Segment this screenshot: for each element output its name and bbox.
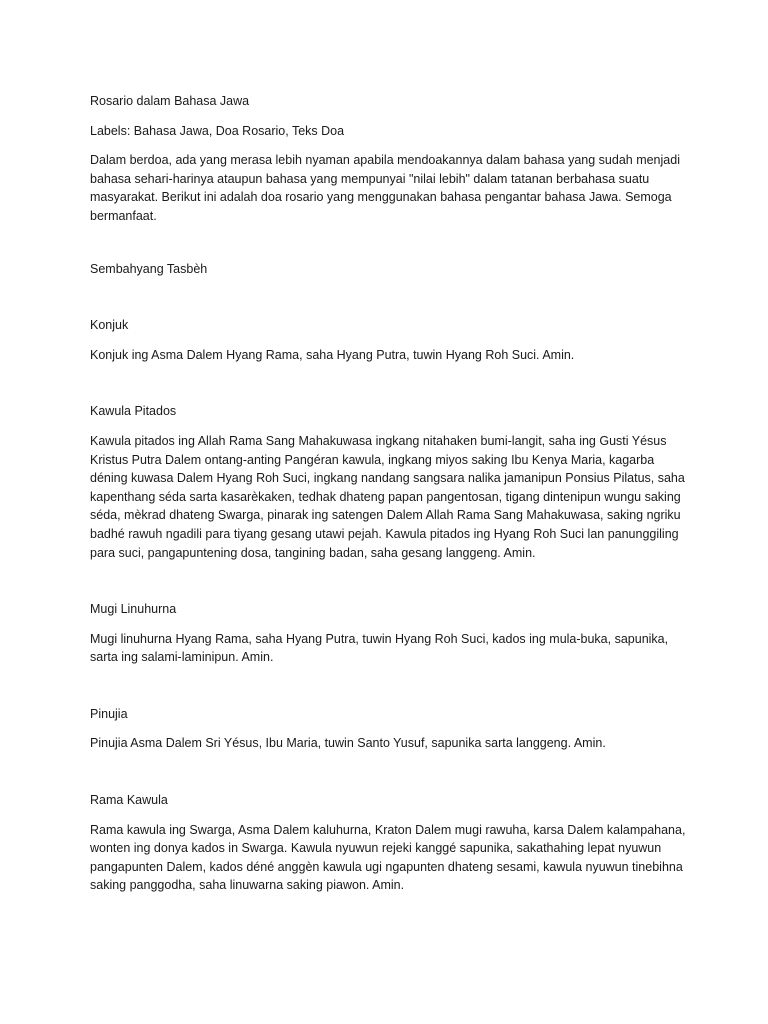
- prayer-text-rama-kawula: Rama kawula ing Swarga, Asma Dalem kaluhurna, Kraton Dalem mugi rawuha, karsa Dalem kalampahana, wonten ing donya kados in Swarga. Kawula nyuwun rejeki kanggé sapunika, sakathahing lepat nyuwun pangapunten Dalem, kados déné anggèn kawula ugi ngapunten dhateng sesami, kawula nyuwun tinebihna saking panggodha, saha linuwarna saking piawon. Amin.: [90, 822, 686, 893]
- prayer-heading-mugi-linuhurna: Mugi Linuhurna: [90, 602, 177, 617]
- prayer-text-pinujia: Pinujia Asma Dalem Sri Yésus, Ibu Maria, tuwin Santo Yusuf, sapunika sarta langgeng. Amin.: [90, 736, 606, 751]
- document-title: Rosario dalam Bahasa Jawa: [90, 94, 250, 108]
- prayer-text-kawula-pitados: Kawula pitados ing Allah Rama Sang Mahakuwasa ingkang nitahaken bumi-langit, saha ing Gusti Yésus Kristus Putra Dalem ontang-anting Pangéran kawula, ingkang miyos saking Ibu Kenya Maria, kagarba déning kuwasa Dalem Hyang Roh Suci, ingkang nandang sangsara nalika jamanipun Ponsius Pilatus, saha kapenthang séda sarta kasarèkaken, tedhak dhateng papan pangentosan, tigang dintenipun wungu saking séda, mèkrad dhateng Swarga, pinarak ing satengen Dalem Allah Rama Sang Mahakuwasa, saking ngriku badhé rawuh ngadili para tiyang gesang utawi pejah. Kawula pitados ing Hyang Roh Suci lan panunggiling para suci, pangapuntening dosa, tangining badan, saha gesang langgeng. Amin.: [90, 433, 685, 560]
- prayer-heading-pinujia: Pinujia: [90, 706, 128, 721]
- prayer-text-konjuk: Konjuk ing Asma Dalem Hyang Rama, saha Hyang Putra, tuwin Hyang Roh Suci. Amin.: [90, 347, 575, 362]
- prayer-heading-konjuk: Konjuk: [90, 318, 129, 333]
- section-heading: Sembahyang Tasbèh: [90, 261, 208, 276]
- labels-line: Labels: Bahasa Jawa, Doa Rosario, Teks Doa: [90, 123, 345, 138]
- prayer-text-mugi-linuhurna: Mugi linuhurna Hyang Rama, saha Hyang Putra, tuwin Hyang Roh Suci, kados ing mula-buka, sapunika, sarta ing salami-laminipun. Amin.: [90, 631, 669, 665]
- document-page: [90, 92, 690, 895]
- intro-paragraph: Dalam berdoa, ada yang merasa lebih nyaman apabila mendoakannya dalam bahasa yang sudah menjadi bahasa sehari-harinya ataupun bahasa yang mempunyai "nilai lebih" dalam tatanan berbahasa suatu masyarakat. Berikut ini adalah doa rosario yang menggunakan bahasa pengantar bahasa Jawa. Semoga bermanfaat.: [90, 153, 680, 223]
- prayer-heading-kawula-pitados: Kawula Pitados: [90, 404, 177, 419]
- prayer-heading-rama-kawula: Rama Kawula: [90, 793, 168, 808]
